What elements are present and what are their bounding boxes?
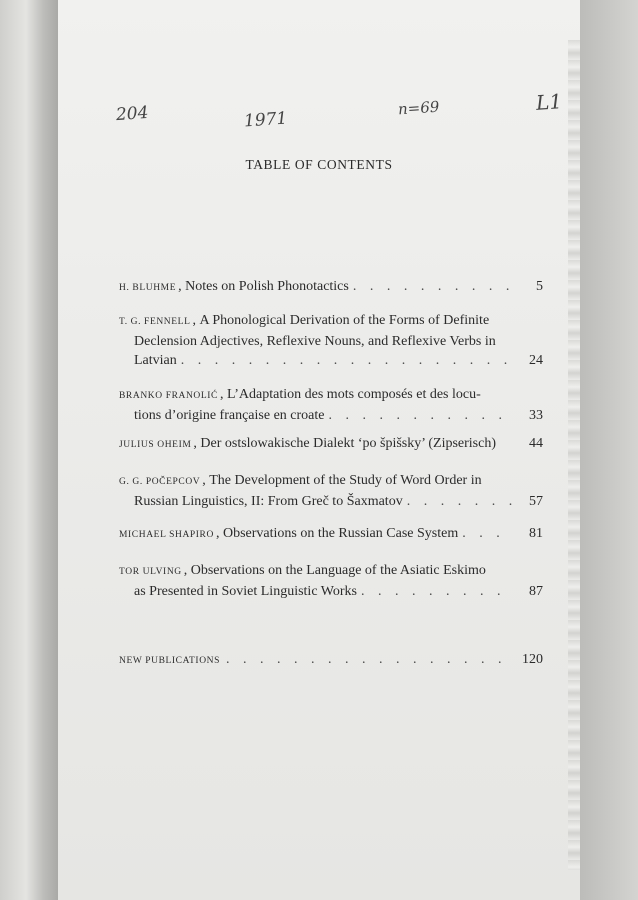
toc-entry-fennell[interactable]: T. G. FENNELL , A Phonological Derivation of the Forms of Definite Declension Adjectives, Reflexive Nouns, and Reflexive Verbs in Latvian . . . 24 bbox=[119, 311, 543, 370]
toc-entry-title: as Presented in Soviet Linguistic Works bbox=[134, 584, 357, 599]
toc-author: H. BLUHME bbox=[119, 283, 177, 293]
leader-dots bbox=[353, 277, 513, 296]
page-title: TABLE OF CONTENTS bbox=[245, 157, 393, 172]
leader-dots bbox=[226, 650, 513, 669]
toc-entry-ulving[interactable]: TOR ULVING , Observations on the Language of the Asiatic Eskimo as Presented in Soviet Linguistic Works . . . 87 bbox=[119, 561, 543, 601]
scan-margin bbox=[580, 0, 638, 900]
leader-dots bbox=[328, 406, 513, 425]
handwritten-note-1971: 1971 bbox=[243, 108, 288, 132]
toc-entry-title: Der ostslowakische Dialekt ‘po špišsky’ (Zipserisch) bbox=[200, 436, 497, 451]
toc-entry-title: Notes on Polish Phonotactics bbox=[185, 279, 349, 294]
toc-page-number: 33 bbox=[529, 408, 543, 423]
toc-author: T. G. FENNELL bbox=[119, 317, 191, 327]
toc-page-number: 57 bbox=[529, 494, 543, 509]
toc-entry-bluhme[interactable]: H. BLUHME , Notes on Polish Phonotactics . . . 5 bbox=[119, 277, 543, 298]
toc-author: MICHAEL SHAPIRO bbox=[119, 530, 214, 540]
handwritten-note-n69: n=69 bbox=[397, 97, 440, 119]
toc-entry-title: L’Adaptation des mots composés et des locu- bbox=[227, 387, 481, 402]
toc-entry-title: A Phonological Derivation of the Forms of Definite bbox=[199, 313, 490, 328]
toc-entry-pocepcov[interactable]: G. G. POČEPCOV , The Development of the Study of Word Order in Russian Linguistics, II: From Greč to Šaxmatov . . . 57 bbox=[119, 471, 543, 511]
toc-author: TOR ULVING bbox=[119, 567, 182, 577]
toc-entry-franolic[interactable]: BRANKO FRANOLIĆ , L’Adaptation des mots composés et des locu- tions d’origine française en croate . . . 33 bbox=[119, 385, 543, 425]
toc-page-number: 24 bbox=[529, 353, 543, 368]
toc-author: G. G. POČEPCOV bbox=[119, 477, 201, 487]
toc-entry-title: Declension Adjectives, Reflexive Nouns, and Reflexive Verbs in bbox=[134, 334, 496, 349]
toc-entry-title: Latvian bbox=[134, 353, 177, 368]
toc-section-label: NEW PUBLICATIONS bbox=[119, 656, 220, 666]
toc-entry-title: Observations on the Russian Case System bbox=[222, 526, 459, 541]
handwritten-note-204: 204 bbox=[115, 102, 150, 126]
toc-entry-title: The Development of the Study of Word Order in bbox=[209, 473, 482, 488]
toc-page-number: 44 bbox=[529, 436, 543, 451]
leader-dots bbox=[361, 582, 513, 601]
toc-page-number: 81 bbox=[529, 526, 543, 541]
toc-entry-shapiro[interactable]: MICHAEL SHAPIRO , Observations on the Russian Case System . . . 81 bbox=[119, 524, 543, 545]
handwritten-note-l1: L1 bbox=[535, 89, 563, 115]
toc-entry-oheim[interactable]: JULIUS OHEIM , Der ostslowakische Dialekt ‘po špišsky’ (Zipserisch) 44 bbox=[119, 434, 543, 455]
leader-dots bbox=[462, 524, 513, 543]
toc-author: BRANKO FRANOLIĆ bbox=[119, 391, 218, 401]
leader-dots bbox=[181, 351, 513, 370]
toc-author: JULIUS OHEIM bbox=[119, 440, 192, 450]
toc-page-number: 87 bbox=[529, 584, 543, 599]
leader-dots bbox=[407, 492, 513, 511]
toc-page-number: 120 bbox=[522, 652, 543, 667]
book-spine bbox=[0, 0, 58, 900]
toc-page-number: 5 bbox=[536, 279, 543, 294]
toc-entry-title: Russian Linguistics, II: From Greč to Šaxmatov bbox=[134, 494, 403, 509]
toc-entry-new-publications[interactable] bbox=[119, 650, 543, 671]
toc-entry-title: Observations on the Language of the Asiatic Eskimo bbox=[190, 563, 486, 578]
toc-entry-title: tions d’origine française en croate bbox=[134, 408, 325, 423]
